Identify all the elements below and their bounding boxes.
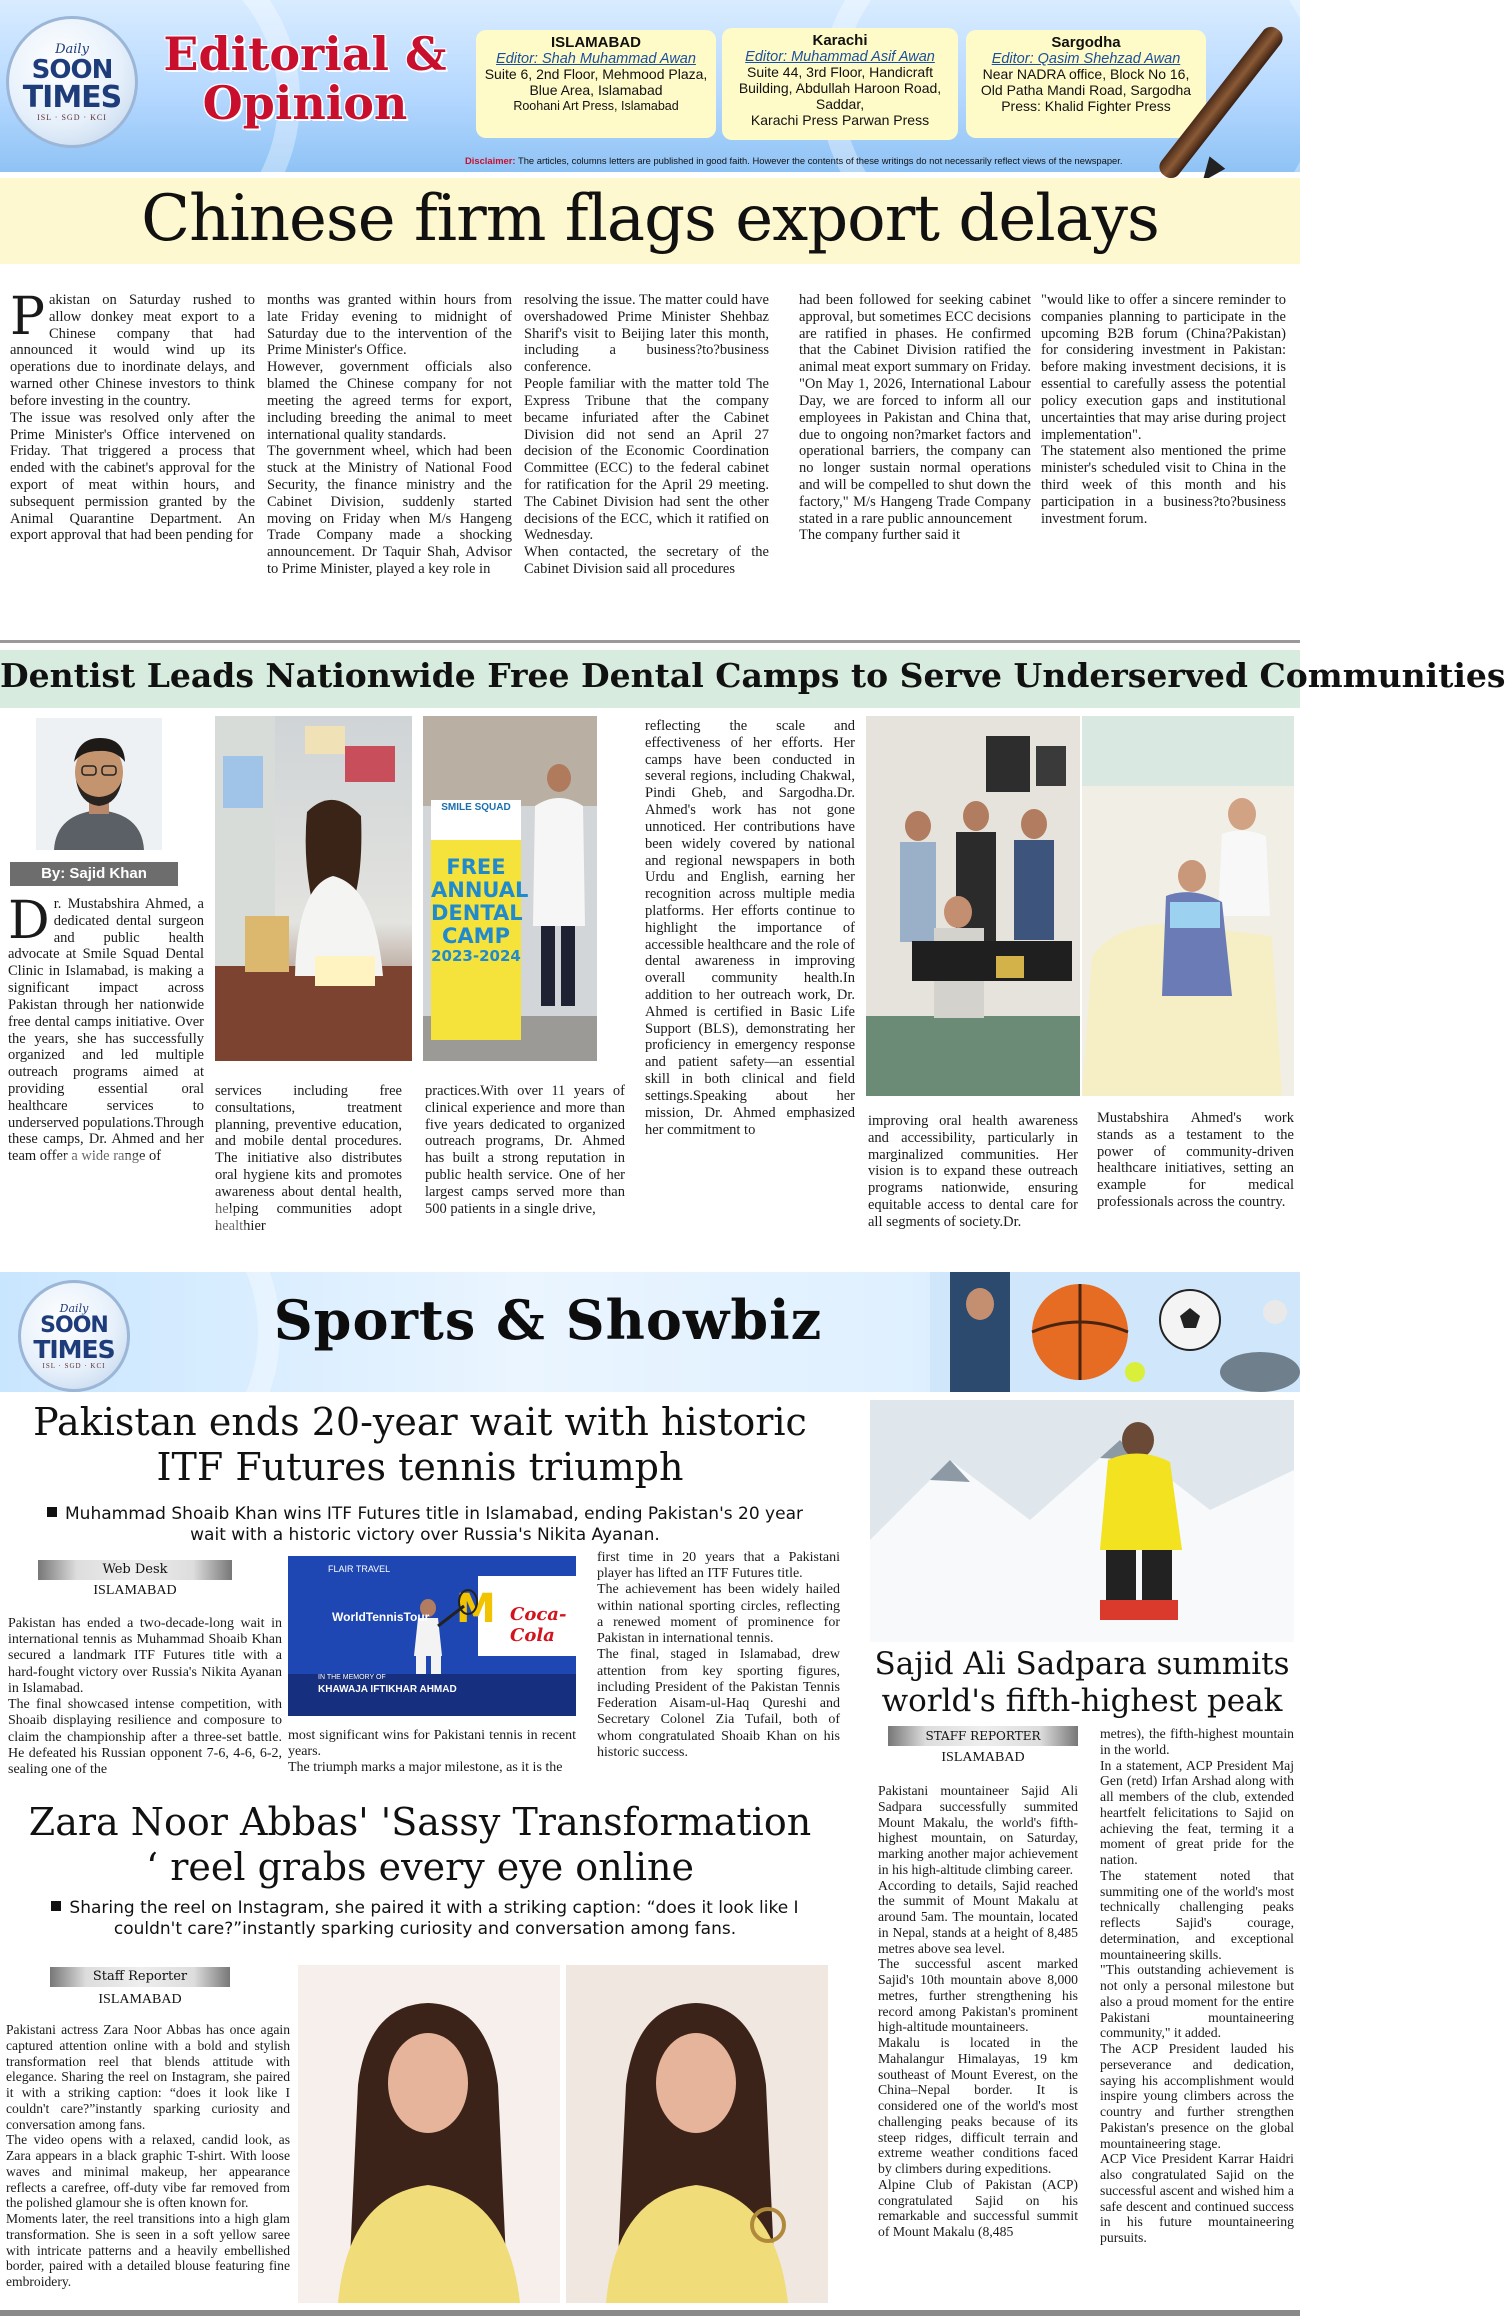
story5-col2-text: metres), the fifth-highest mountain in the world. In a statement, ACP President Maj Gen (retd) Irfan Arshad along with all members of the club, extended heartfelt felicitations to Sajid on achieving the feat, terming it a moment of great pride for the nation. The statement noted that summiting one of the world's most technically challenging peaks reflects Sajid's courage, determination, and exceptional mountaineering skills. "This outstanding achievement is not only a personal milestone but also a proud moment for the entire Pakistani mountaineering community," it added. The ACP President lauded his perseverance and dedication, saying his accomplishment would inspire young climbers across the country and further strengthen Pakistan's presence on the global mountaineering stage. ACP Vice President Karrar Haidri also congratulated Sajid on the successful ascent and wished him a safe descent and continued success in his future mountaineering pursuits. bbox=[1100, 1726, 1294, 2245]
newspaper-logo bbox=[6, 16, 138, 148]
dentist-desk-photo bbox=[215, 716, 412, 1061]
story3-column-2 bbox=[288, 1728, 576, 1778]
team-group-illustration bbox=[866, 716, 1080, 1096]
office-editor: Editor: Muhammad Asif Awan bbox=[745, 49, 935, 65]
story3-headline bbox=[0, 1400, 840, 1490]
story1-col5-text: "would like to offer a sincere reminder to companies planning to participate in the upcoming B2B forum (China?Pakistan) for considering investment in Pakistan: before making investment decisions, it is essential to carefully assess the potential policy execution gaps and institutional uncertainties that may arise during project implementation". The statement also mentioned the prime minister's scheduled visit to China in the third week of this month and his participation in a business?to?business investment forum. bbox=[1041, 292, 1286, 527]
story1-column-4 bbox=[799, 292, 1031, 637]
logo-name-top: SOON bbox=[31, 55, 113, 85]
byline: By: Sajid Khan bbox=[10, 862, 178, 886]
banner-line: CAMP bbox=[442, 924, 510, 949]
zara-reel-illustration bbox=[298, 1965, 828, 2303]
clinic-patient-illustration bbox=[1082, 716, 1294, 1096]
story2-col5-text: improving oral health awareness and accessibility, particularly in marginalized communities. Her vision is to expand these outreach programs nationwide, ensuring equitable access to dental care for all segments of society.Dr. bbox=[868, 1113, 1078, 1230]
story5-tag: STAFF REPORTER bbox=[888, 1726, 1078, 1746]
story1-col2-text: months was granted within hours from late Friday evening to midnight of Saturday due to the intervention of the Prime Minister's Office. However, government officials also blamed the Chinese company for not meeting the agreed terms for export, including breeding the animal to meet international quality standards. The government wheel, which had been stuck at the Ministry of National Food Security, the finance ministry and the Cabinet Division, suddenly started moving on Friday when M/s Hangeng Trade Company made a shocking announcement. Dr Taquir Shah, Advisor to Prime Minister, played a key role in bbox=[267, 292, 512, 577]
story2-col1-text: r. Mustabshira Ahmed, a dedicated dental surgeon and public health advocate at Smile Squad Dental Clinic in Islamabad, is making a significant impact across Pakistan through her nationwide free dental camps initiative. Over the years, she has successfully organized and led multiple outreach programs aimed at providing essential oral healthcare services to underserved populations.Through these camps, Dr. Ahmed and her team offer a wide range of bbox=[8, 896, 204, 1165]
story2-column-4 bbox=[645, 718, 855, 1268]
story1-column-1 bbox=[10, 287, 255, 637]
story2-col4-text: reflecting the scale and effectiveness of her efforts. Her camps have been conducted in several regions, including Chakwal, Pindi Gheb, and Sargodha.Dr. Ahmed's work has not gone unnoticed. Her contributions have been widely covered by national and regional newspapers in both Urdu and English, earning her recognition across multiple media platforms. Her efforts continue to highlight the importance of accessible healthcare and the role of dental awareness in improving overall community health.In addition to her outreach work, Dr. Ahmed is certified in Basic Life Support (BLS), demonstrating her proficiency in emergency response and patient safety—an essential skill in both clinical and field settings.Speaking about her mission, Dr. Ahmed emphasized her commitment to bbox=[645, 718, 855, 1138]
logo-daily: Daily bbox=[59, 1302, 89, 1315]
disclaimer-text: The articles, columns letters are published in good faith. However the contents of these writings do not necessarily reflect views of the newspaper. bbox=[515, 155, 1123, 166]
story4-deck-text: Sharing the reel on Instagram, she paired it with a striking caption: “does it look like I couldn't care?”instantly sparking curiosity and conversation among fans. bbox=[69, 1898, 799, 1939]
sports-banner-title: Sports & Showbiz bbox=[273, 1288, 823, 1352]
logo-name-bottom: TIMES bbox=[22, 80, 122, 115]
story1-column-5 bbox=[1041, 292, 1286, 637]
clinic-patient-photo bbox=[1082, 716, 1294, 1096]
banner-brand: SMILE SQUAD bbox=[441, 802, 511, 813]
sports-logo bbox=[18, 1280, 130, 1392]
story2-col2-text: services including free consultations, treatment planning, preventive education, and mobile dental procedures. The initiative also distributes oral hygiene kits and promotes awareness about dental health, helping communities adopt healthier bbox=[215, 1083, 402, 1234]
story1-headline: Chinese firm flags export delays bbox=[141, 182, 1159, 256]
story3-tag: Web Desk bbox=[38, 1560, 232, 1580]
story3-deck bbox=[40, 1504, 810, 1545]
section-title bbox=[160, 27, 450, 131]
office-address: Near NADRA office, Block No 16, Old Patha Mandi Road, Sargodha bbox=[980, 66, 1192, 98]
office-address: Suite 44, 3rd Floor, Handicraft Building, Abdullah Haroon Road, Saddar, bbox=[738, 64, 942, 112]
office-karachi bbox=[722, 28, 958, 140]
logo-tagline: ISL · SGD · KCI bbox=[42, 1362, 106, 1370]
author-photo bbox=[36, 718, 162, 850]
story1-col3-text: resolving the issue. The matter could have overshadowed Prime Minister Shehbaz Sharif's visit to Beijing later this month, including a business?to?business conference. People familiar with the matter told The Express Tribune that the company became infuriated after the Cabinet Division did not send an April 27 decision of the Economic Coordination Committee (ECC) to the federal cabinet for ratification for the April 29 meeting. The Cabinet Division had sent the other decisions of the ECC, which it ratified on Wednesday. When contacted, the secretary of the Cabinet Division said all procedures bbox=[524, 292, 769, 577]
banner-line: FREE bbox=[446, 855, 506, 879]
story3-col2-text: most significant wins for Pakistani tennis in recent years. The triumph marks a major milestone, as it is the bbox=[288, 1728, 576, 1776]
banner-line: ANNUAL bbox=[431, 878, 529, 903]
story2-column-3 bbox=[425, 1083, 625, 1268]
office-editor: Editor: Qasim Shehzad Awan bbox=[991, 51, 1181, 67]
logo-daily: Daily bbox=[55, 42, 89, 57]
office-city: ISLAMABAD bbox=[551, 34, 641, 51]
story4-deck bbox=[30, 1898, 820, 1939]
author-portrait-icon bbox=[36, 718, 162, 850]
section-divider bbox=[0, 640, 1300, 643]
team-group-photo bbox=[866, 716, 1080, 1096]
tennis-sponsor: FLAIR TRAVEL bbox=[328, 1564, 391, 1574]
office-press: Press: Khalid Fighter Press bbox=[1001, 97, 1171, 114]
mountaineer-photo bbox=[870, 1400, 1294, 1642]
story2-dropcap: D bbox=[8, 891, 50, 951]
logo-name-top: SOON bbox=[40, 1313, 108, 1338]
office-city: Karachi bbox=[812, 32, 868, 49]
story1-dropcap: P bbox=[10, 287, 45, 347]
story1-column-2 bbox=[267, 292, 512, 637]
square-bullet-icon bbox=[47, 1507, 57, 1517]
story3-deck-text: Muhammad Shoaib Khan wins ITF Futures title in Islamabad, ending Pakistan's 20 year wait with a historic victory over Russia's Nikita Ayanan. bbox=[65, 1504, 803, 1545]
story1-column-3 bbox=[524, 292, 769, 637]
story3-col1-text: Pakistan has ended a two-decade-long wait in international tennis as Muhammad Shoaib Khan secured a landmark ITF Futures title with a hard-fought victory over Russia's Nikita Ayanan in Islamabad. The final showcased intense competition, with Shoaib displaying resilience and composure to claim the championship after a three-set battle. He defeated his Russian opponent 7-6, 4-6, 6-2, sealing one of the bbox=[8, 1616, 282, 1778]
story2-column-5 bbox=[868, 1113, 1078, 1268]
square-bullet-icon bbox=[51, 1901, 61, 1911]
story5-col1-text: Pakistani mountaineer Sajid Ali Sadpara successfully summited Mount Makalu, the world's fifth-highest mountain, on Saturday, marking another major achievement in his high-altitude climbing career. According to details, Sajid reached the summit of Mount Makalu at around 5am. The mountain, located in Nepal, stands at a height of 8,485 metres above sea level. The successful ascent marked Sajid's 10th mountain above 8,000 metres, further strengthening his record among Pakistan's prominent high-altitude mountaineers. Makalu is located in the Mahalangur Himalayas, 19 km southeast of Mount Everest, on the China–Nepal border. It is considered one of the world's most challenging peaks because of its steep ridges, difficult terrain and extreme weather conditions faced by climbers during expeditions. Alpine Club of Pakistan (ACP) congratulated Sajid on his remarkable and successful summit of Mount Makalu (8,485 bbox=[878, 1783, 1078, 2239]
story3-column-1 bbox=[8, 1616, 282, 1778]
zara-reel-photo bbox=[298, 1965, 828, 2303]
story4-column-1 bbox=[6, 2022, 290, 2292]
story5-headline-line1: Sajid Ali Sadpara summits bbox=[874, 1646, 1290, 1682]
tennis-memorial-line2: KHAWAJA IFTIKHAR AHMAD bbox=[318, 1684, 457, 1695]
office-address: Suite 6, 2nd Floor, Mehmood Plaza, Blue Area, Islamabad bbox=[484, 66, 708, 98]
story2-col3-text: practices.With over 11 years of clinical experience and more than five years dedicated to organized outreach programs, Dr. Ahmed has built a strong reputation in public health service. One of her largest camps served more than 500 patients in a single drive, bbox=[425, 1083, 625, 1217]
banner-line: DENTAL bbox=[431, 901, 523, 926]
office-sargodha bbox=[966, 30, 1206, 138]
dental-camp-banner-photo bbox=[423, 716, 597, 1061]
tennis-photo bbox=[288, 1556, 576, 1716]
office-editor: Editor: Shah Muhammad Awan bbox=[496, 51, 696, 67]
disclaimer-label: Disclaimer: bbox=[465, 155, 516, 166]
banner-line: 2023-2024 bbox=[431, 947, 521, 966]
section-title-line1: Editorial & bbox=[163, 27, 447, 81]
story5-column-2 bbox=[1100, 1726, 1294, 2304]
disclaimer bbox=[465, 155, 1200, 166]
story1-col4-text: had been followed for seeking cabinet approval, but sometimes ECC decisions are ratified in phases. He confirmed that the Cabinet Division ratified the animal meat export summary on Friday. "On May 1, 2026, International Labour Day, we are forced to inform all our employees in Pakistan and China that, due to ongoing non?market factors and operational barriers, the company can no longer sustain normal operations and will be compelled to shut down the factory," M/s Hangeng Trade Company stated in a rare public announcement The company further said it bbox=[799, 292, 1031, 544]
logo-name-bottom: TIMES bbox=[33, 1335, 115, 1364]
story1-col1-text: akistan on Saturday rushed to allow donkey meat export to a Chinese company that had announced it would wind up its operations due to inordinate delays, and warned other Chinese investors to think before investing in the country. The issue was resolved only after the Prime Minister's Office intervened on Friday. That triggered a process that ended with the cabinet's approval for the export of meat within hours, and subsequent permission granted by the Animal Quarantine Department. An export approval that had been pending for bbox=[10, 292, 255, 544]
story4-dateline: ISLAMABAD bbox=[98, 1992, 182, 2007]
story2-column-6 bbox=[1097, 1110, 1294, 1268]
tennis-right-brand: Coca-Cola bbox=[510, 1604, 567, 1646]
story2-headline: Dentist Leads Nationwide Free Dental Camps to Serve Underserved Communities bbox=[0, 656, 1505, 695]
story3-headline-line1: Pakistan ends 20-year wait with historic bbox=[33, 1400, 807, 1444]
story4-col1-text: Pakistani actress Zara Noor Abbas has once again captured attention online with a bold and stylish transformation reel that blends attitude with elegance. Sharing the reel on Instagram, she paired it with a striking caption: “does it look like I couldn't care?”instantly sparking curiosity and conversation among fans. The video opens with a relaxed, candid look, as Zara appears in a black graphic T-shirt. With loose waves and minimal makeup, her appearance reflects a carefree, off-duty vibe far removed from the polished glamour she is often known for. Moments later, the reel transitions into a high glam transformation. She is seen in a soft yellow saree with intricate patterns and a heavily embellished border, paired with a detailed blouse featuring fine embroidery. bbox=[6, 2022, 290, 2290]
story2-col6-text: Mustabshira Ahmed's work stands as a testament to the power of community-driven healthcare initiatives, setting an example for medical professionals across the country. bbox=[1097, 1110, 1294, 1211]
svg-text:M: M bbox=[456, 1586, 496, 1632]
story3-column-3 bbox=[597, 1550, 840, 1778]
story4-headline-line2: ‘ reel grabs every eye online bbox=[146, 1844, 694, 1889]
mountaineer-illustration bbox=[870, 1400, 1294, 1642]
story4-tag: Staff Reporter bbox=[50, 1967, 230, 1987]
office-islamabad bbox=[476, 30, 716, 138]
dentist-desk-illustration bbox=[215, 716, 412, 1061]
sports-collage bbox=[930, 1272, 1300, 1392]
story5-headline bbox=[870, 1646, 1294, 1719]
banner-text bbox=[431, 855, 529, 966]
story3-dateline: ISLAMABAD bbox=[93, 1583, 177, 1598]
story5-headline-line2: world's fifth-highest peak bbox=[881, 1682, 1283, 1719]
story4-headline-line1: Zara Noor Abbas' 'Sassy Transformation bbox=[28, 1800, 812, 1844]
story5-column-1 bbox=[878, 1783, 1078, 2303]
masthead bbox=[0, 0, 1300, 172]
logo-tagline: ISL · SGD · KCI bbox=[37, 113, 107, 122]
office-city: Sargodha bbox=[1051, 34, 1121, 51]
story3-col3-text: first time in 20 years that a Pakistani player has lifted an ITF Futures title. The achievement has been widely hailed within national sporting circles, reflecting a renewed moment of prominence for Pakistan in international tennis. The final, staged in Islamabad, drew attention from key sporting figures, including President of the Pakistan Tennis Federation Aisam-ul-Haq Qureshi and Secretary Colonel Zia Tufail, both of whom congratulated Shoaib Khan on his historic success. bbox=[597, 1550, 840, 1760]
tennis-brand: WorldTennisTour bbox=[332, 1610, 430, 1624]
tennis-memorial-line1: IN THE MEMORY OF bbox=[318, 1674, 386, 1681]
story3-headline-line2: ITF Futures tennis triumph bbox=[156, 1444, 684, 1489]
office-press: Karachi Press Parwan Press bbox=[750, 111, 930, 128]
footer-rule bbox=[0, 2310, 1300, 2316]
story4-headline bbox=[0, 1800, 840, 1890]
section-title-line2: Opinion bbox=[202, 76, 408, 131]
office-press: Roohani Art Press, Islamabad bbox=[513, 98, 679, 113]
story5-dateline: ISLAMABAD bbox=[941, 1750, 1025, 1765]
